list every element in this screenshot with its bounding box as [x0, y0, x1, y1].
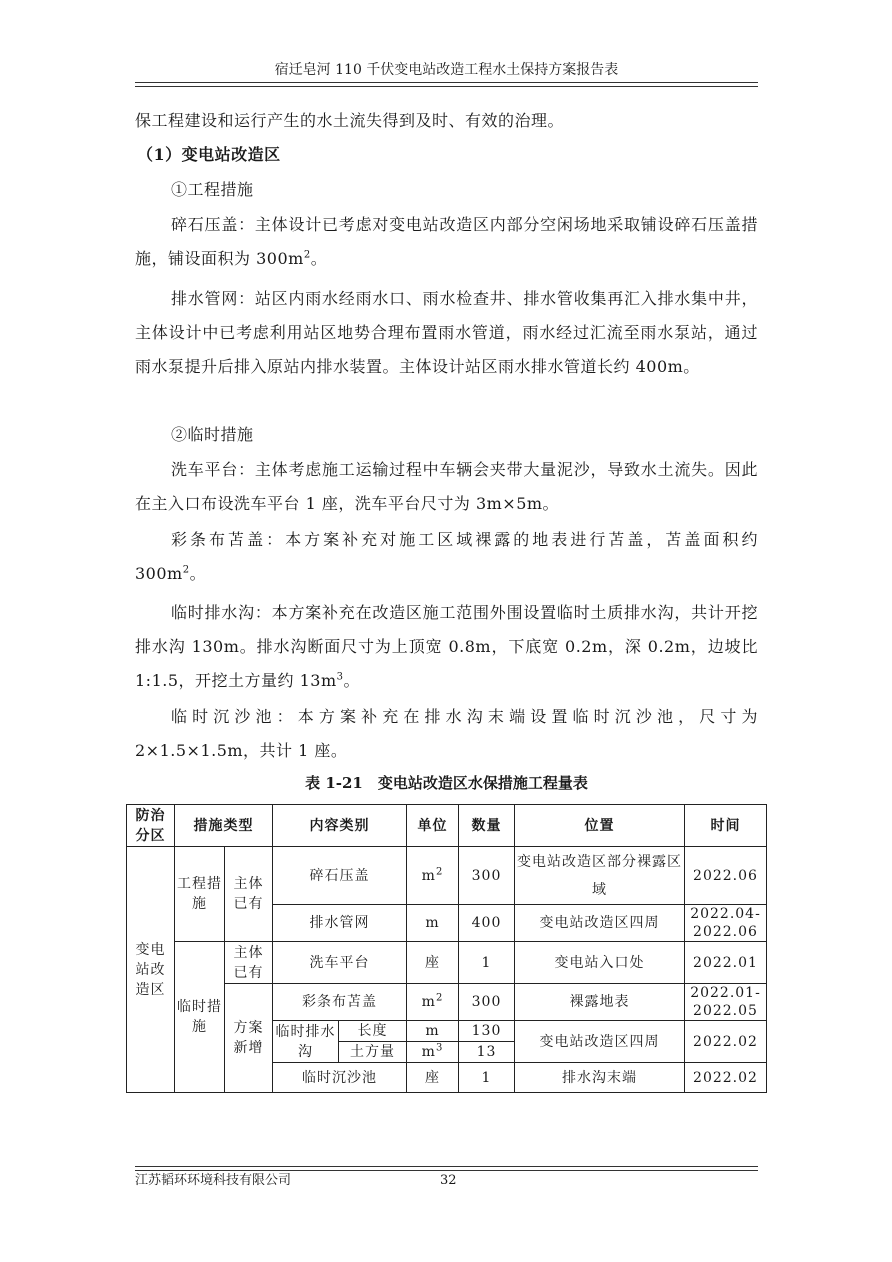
- subheading-engineering: ①工程措施: [171, 180, 254, 199]
- content-cell: 洗车平台: [273, 942, 407, 984]
- punctuation: 。: [310, 249, 328, 268]
- time-cell: 2022.04-2022.06: [685, 905, 767, 942]
- content-cell: 排水管网: [273, 905, 407, 942]
- qty-cell: 400: [459, 905, 515, 942]
- header-qty: 数量: [459, 805, 515, 847]
- table-caption: 表 1-21 变电站改造区水保措施工程量表: [305, 774, 588, 792]
- unit-cell: [407, 984, 459, 1021]
- table-header-row: [127, 805, 767, 847]
- superscript: 2: [182, 564, 190, 576]
- unit-base: 座: [425, 954, 440, 971]
- paragraph-wash-platform: 洗车平台：主体考虑施工运输过程中车辆会夹带大量泥沙，导致水土流失。因此在主入口布设洗车平台 1 座，洗车平台尺寸为 3m×5m。: [135, 460, 758, 513]
- unit-cell: [407, 942, 459, 984]
- unit-cell: [407, 1021, 459, 1042]
- qty-cell: 300: [459, 984, 515, 1021]
- superscript: 2: [303, 249, 311, 261]
- header-zone: 防治分区: [127, 805, 175, 847]
- location-cell: 变电站改造区四周: [515, 1021, 685, 1063]
- content-cell: 彩条布苫盖: [273, 984, 407, 1021]
- header-unit: 单位: [407, 805, 459, 847]
- location-cell: 排水沟末端: [515, 1063, 685, 1093]
- paragraph-tarp-cover-text: 彩条布苫盖：本方案补充对施工区域裸露的地表进行苫盖，苫盖面积约 300m: [135, 530, 758, 583]
- unit-cell: [407, 905, 459, 942]
- unit-base: m: [421, 867, 436, 884]
- zone-cell: 变电站改造区: [127, 847, 175, 1093]
- qty-cell: 130: [459, 1021, 515, 1042]
- location-cell: 裸露地表: [515, 984, 685, 1021]
- paragraph-drainage-ditch: [135, 596, 758, 698]
- location-cell: 变电站入口处: [515, 942, 685, 984]
- footer-rule: [135, 1166, 758, 1171]
- subheading-temporary: ②临时措施: [171, 425, 254, 444]
- unit-sup: 2: [435, 992, 444, 1004]
- page-header-title: 宿迁皂河 110 千伏变电站改造工程水土保持方案报告表: [274, 62, 619, 78]
- unit-base: m: [425, 915, 440, 931]
- location-cell: 变电站改造区四周: [515, 905, 685, 942]
- location-cell: 变电站改造区部分裸露区域: [515, 847, 685, 905]
- paragraph-sediment-basin: 临时沉沙池：本方案补充在排水沟末端设置临时沉沙池，尺寸为 2×1.5×1.5m，共计 1 座。: [135, 707, 758, 760]
- time-cell: 2022.06: [685, 847, 767, 905]
- time-cell: 2022.01: [685, 942, 767, 984]
- footer-company: 江苏韬环环境科技有限公司: [135, 1173, 292, 1188]
- qty-cell: 1: [459, 942, 515, 984]
- content-cell: 临时排水沟: [273, 1021, 339, 1063]
- table-row: [127, 942, 767, 984]
- unit-cell: [407, 1063, 459, 1093]
- time-cell: 2022.02: [685, 1063, 767, 1093]
- unit-cell: [407, 1042, 459, 1063]
- content-cell: 碎石压盖: [273, 847, 407, 905]
- paragraph-drainage-ditch-text: 临时排水沟：本方案补充在改造区施工范围外围设置临时土质排水沟，共计开挖排水沟 130m。排水沟断面尺寸为上顶宽 0.8m，下底宽 0.2m，深 0.2m，边坡比 1:1.5，开挖土方量约 13m: [135, 603, 758, 690]
- eng-measures-cell: 工程措施: [175, 847, 225, 942]
- section-heading: （1）变电站改造区: [137, 145, 281, 164]
- content-cell: 临时沉沙池: [273, 1063, 407, 1093]
- unit-base: 座: [425, 1069, 440, 1086]
- unit-base: m: [421, 994, 436, 1010]
- unit-sup: 3: [435, 1042, 444, 1054]
- plan-new-cell: 方案新增: [225, 984, 273, 1093]
- paragraph-continuation: 保工程建设和运行产生的水土流失得到及时、有效的治理。: [135, 111, 565, 130]
- main-existing-cell: 主体已有: [225, 847, 273, 942]
- time-cell: 2022.01-2022.05: [685, 984, 767, 1021]
- qty-cell: 300: [459, 847, 515, 905]
- temp-measures-cell: 临时措施: [175, 942, 225, 1093]
- header-rule: [135, 82, 758, 87]
- measures-table: [126, 804, 767, 1093]
- punctuation: 。: [343, 671, 361, 690]
- header-time: 时间: [685, 805, 767, 847]
- paragraph-gravel-cover: [135, 208, 758, 276]
- unit-cell: [407, 847, 459, 905]
- sub-content-cell: 土方量: [339, 1042, 407, 1063]
- unit-sup: 2: [435, 865, 444, 877]
- punctuation: 。: [189, 564, 207, 583]
- qty-cell: 1: [459, 1063, 515, 1093]
- superscript: 3: [336, 671, 344, 683]
- header-location: 位置: [515, 805, 685, 847]
- paragraph-drainage-network: 排水管网：站区内雨水经雨水口、雨水检查井、排水管收集再汇入排水集中井，主体设计中已考虑利用站区地势合理布置雨水管道，雨水经过汇流至雨水泵站，通过雨水泵提升后排入原站内排水装置。主体设计站区雨水排水管道长约 400m。: [135, 289, 758, 376]
- main-existing-cell: 主体已有: [225, 942, 273, 984]
- unit-base: m: [421, 1044, 436, 1060]
- page-number: 32: [440, 1173, 457, 1188]
- header-content: 内容类别: [273, 805, 407, 847]
- header-type: 措施类型: [175, 805, 273, 847]
- table-row: [127, 847, 767, 905]
- unit-base: m: [425, 1023, 440, 1039]
- time-cell: 2022.02: [685, 1021, 767, 1063]
- paragraph-tarp-cover: [135, 523, 758, 591]
- qty-cell: 13: [459, 1042, 515, 1063]
- paragraph-gravel-cover-text: 碎石压盖：主体设计已考虑对变电站改造区内部分空闲场地采取铺设碎石压盖措施，铺设面积为 300m: [135, 215, 758, 268]
- sub-content-cell: 长度: [339, 1021, 407, 1042]
